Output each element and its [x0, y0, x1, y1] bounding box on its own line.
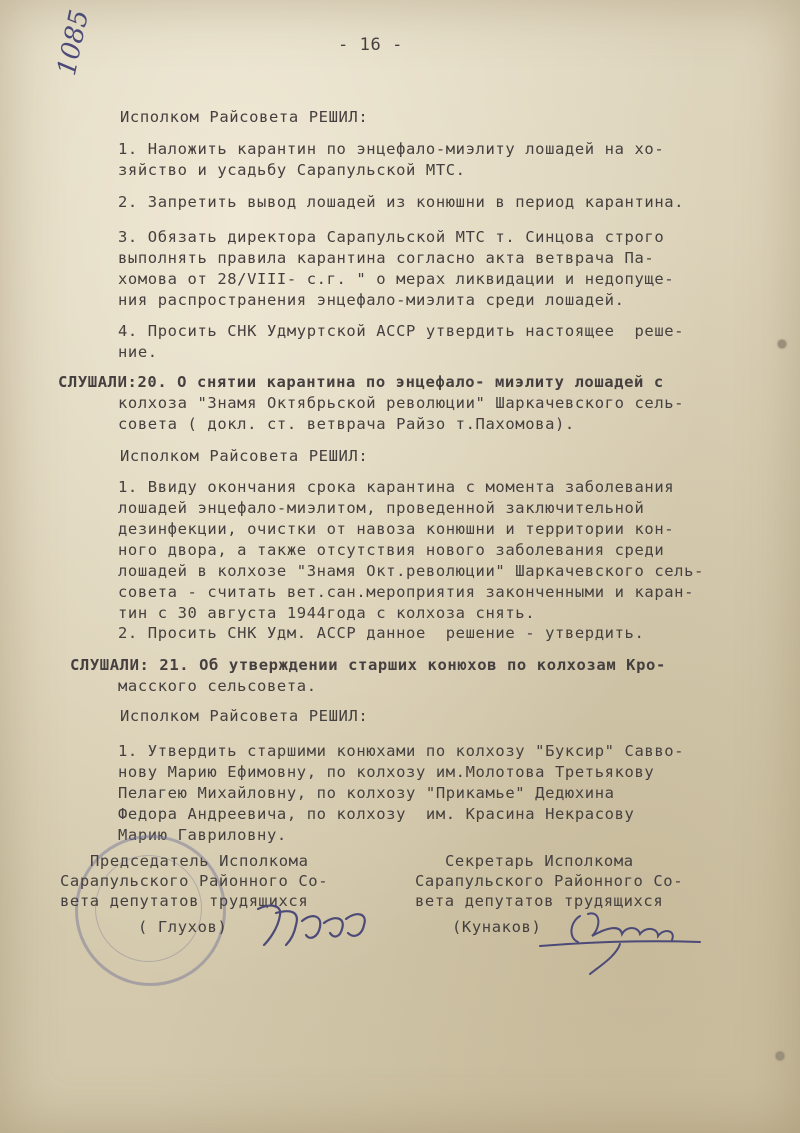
decision-heading-3: Исполком Райсовета РЕШИЛ: [120, 707, 369, 725]
text-line: совета ( докл. ст. ветврача Райзо т.Пахомова). [118, 415, 575, 433]
left-signatory-name: ( Глухов) [138, 918, 228, 936]
right-signatory-title-3: вета депутатов трудящихся [415, 892, 664, 910]
text-line: ния распространения энцефало-миэлита среди лошадей. [118, 291, 625, 309]
page-number: - 16 - [338, 35, 404, 55]
text-line: совета - считать вет.сан.мероприятия законченными и каран- [118, 583, 695, 601]
left-signatory-title-2: Сарапульского Районного Со- [60, 872, 329, 890]
text-line: 1. Ввиду окончания срока карантина с момента заболевания [118, 478, 675, 496]
text-line: ние. [118, 343, 158, 361]
punch-hole [776, 1052, 784, 1060]
decision-heading-1: Исполком Райсовета РЕШИЛ: [120, 108, 369, 126]
text-line: Федора Андреевича, по колхозу им. Красина Некрасову [118, 805, 635, 823]
text-line: 1. Наложить карантин по энцефало-миэлиту лошадей на хо- [118, 140, 665, 158]
right-signatory-title-1: Секретарь Исполкома [445, 852, 634, 870]
margin-note: 1085 [52, 7, 96, 79]
text-line: лошадей в колхозе "Знамя Окт.революции" Шаркачевского сель- [118, 562, 704, 580]
text-line: Пелагею Михайловну, по колхозу "Прикамье" Дедюхина [118, 784, 615, 802]
text-line: 3. Обязать директора Сарапульской МТС т. Синцова строго [118, 228, 665, 246]
text-line: нову Марию Ефимовну, по колхозу им.Молотова Третьякову [118, 763, 655, 781]
text-line: ного двора, а также отсутствия нового заболевания среди [118, 541, 665, 559]
text-line: зяйство и усадьбу Сарапульской МТС. [118, 161, 466, 179]
text-line: дезинфекции, очистки от навоза конюшни и территории кон- [118, 520, 675, 538]
text-line: тин с 30 августа 1944года с колхоза снять. [118, 604, 536, 622]
left-signatory-title-1: Председатель Исполкома [90, 852, 309, 870]
right-signatory-title-2: Сарапульского Районного Со- [415, 872, 684, 890]
left-handwritten-signature [250, 895, 380, 955]
heard-item-21: СЛУШАЛИ: 21. Об утверждении старших конюхов по колхозам Кро- [70, 656, 666, 674]
heard-item-20: СЛУШАЛИ:20. О снятии карантина по энцефало- миэлиту лошадей с [58, 373, 664, 391]
text-line: 1. Утвердить старшими конюхами по колхозу "Буксир" Савво- [118, 742, 685, 760]
right-handwritten-signature [530, 900, 710, 985]
text-line: Марию Гавриловну. [118, 826, 287, 844]
text-line: масского сельсовета. [118, 677, 317, 695]
text-line: выполнять правила карантина согласно акта ветврача Па- [118, 249, 655, 267]
decision-heading-2: Исполком Райсовета РЕШИЛ: [120, 447, 369, 465]
text-line: хомова от 28/VIII- с.г. " о мерах ликвидации и недопуще- [118, 270, 675, 288]
left-signatory-title-3: вета депутатов трудящихся [60, 892, 309, 910]
text-line: 4. Просить СНК Удмуртской АССР утвердить настоящее реше- [118, 322, 685, 340]
text-line: 2. Запретить вывод лошадей из конюшни в период карантина. [118, 193, 685, 211]
text-line: лошадей энцефало-миэлитом, проведенной заключительной [118, 499, 645, 517]
text-line: колхоза "Знамя Октябрьской революции" Шаркачевского сель- [118, 394, 685, 412]
text-line: 2. Просить СНК Удм. АССР данное решение - утвердить. [118, 624, 645, 642]
punch-hole [778, 340, 786, 348]
right-signatory-name: (Кунаков) [452, 918, 542, 936]
